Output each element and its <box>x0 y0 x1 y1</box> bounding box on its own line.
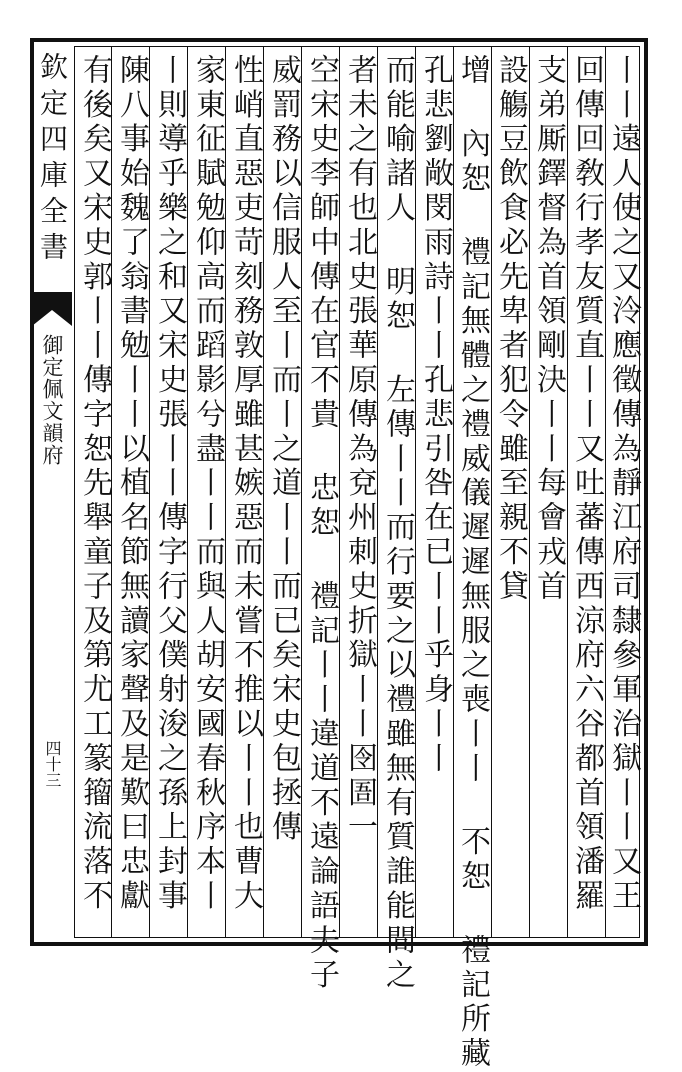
text-column: 陳八事始魏了翁書勉丨丨以植名節無讀家聲及是歎曰忠獻 <box>114 54 149 914</box>
text-column: 孔悲劉敞閔雨詩丨丨孔悲引咎在已丨丨乎身丨丨 <box>418 54 453 777</box>
text-column: 性峭直惡吏苛刻務敦厚雖甚嫉惡而未嘗不推以丨丨也曹大 <box>228 54 263 914</box>
book-title: 欽定四庫全書 <box>36 52 69 268</box>
text-column: 空宋史李師中傳在官不貴 忠恕 禮記丨丨違道不遠論語夫子 <box>304 54 339 993</box>
text-column: 回傳回敎行孝友質直丨丨又吐蕃傳西涼府六谷都首領潘羅 <box>569 54 604 914</box>
fish-tail-mark-icon <box>32 292 72 326</box>
text-column: 設觴豆飲食必先卑者犯令雖至親不貸 <box>493 54 528 605</box>
text-column: 而能喻諸人 明恕 左傳丨丨而行要之以禮雖無有質誰能間之 <box>380 54 415 993</box>
text-column: 有後矣又宋史郭丨丨傳字恕先舉童子及第尤工篆籀流落不 <box>77 54 112 914</box>
text-column: 家東征賦勉仰高而蹈影兮盡丨丨而與人胡安國春秋序本丨 <box>190 54 225 914</box>
text-column: 增 內恕 禮記無體之禮威儀遲遲無服之喪丨丨 不恕 禮記所藏 <box>455 54 490 1072</box>
book-subtitle: 御定佩文韻府 <box>40 334 64 466</box>
text-column: 丨丨遠人使之又泠應徵傳為靜江府司隸參軍治獄丨丨又王 <box>606 54 641 914</box>
text-column: 威罰務以信服人至丨而丨之道丨丨而已矣宋史包拯傳 <box>266 54 301 846</box>
page-folio: 四十三 <box>43 740 62 788</box>
text-column: 者未之有也北史張華原傳為兗州刺史折獄丨丨囹圄一 <box>342 54 377 846</box>
text-column: 丨則導乎樂之和又宋史張丨丨傳字行父僕射浚之孫上封事 <box>152 54 187 914</box>
text-column: 支弟厮鐸督為首領剛決丨丨每會戎首 <box>531 54 566 605</box>
